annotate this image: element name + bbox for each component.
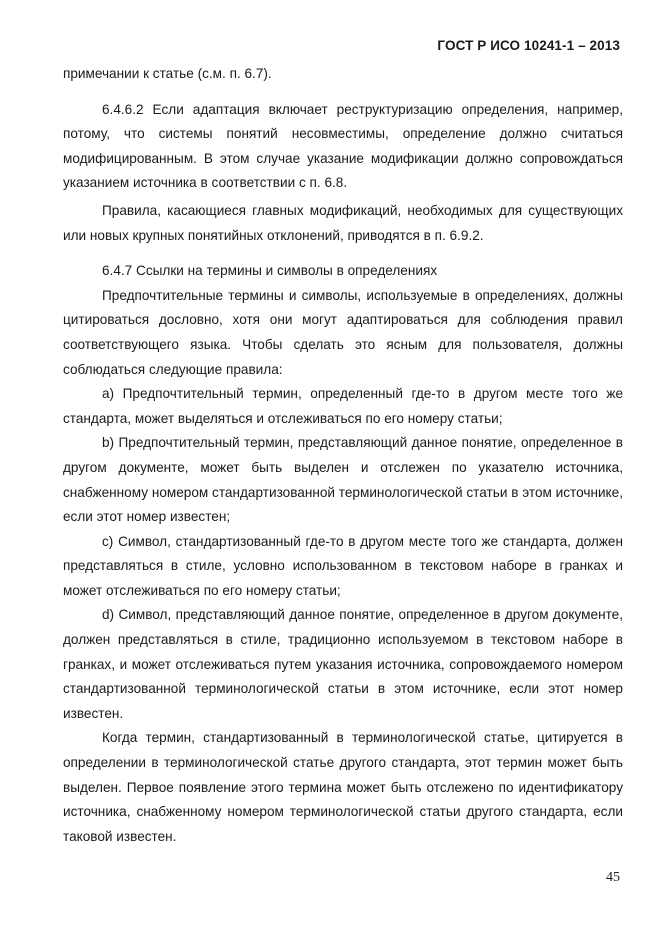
paragraph-cited-term: Когда термин, стандартизованный в терминологической статье, цитируется в определении в терминологической статье другого стандарта, этот термин может быть выделен. Первое появление этого термина может быть отслежено по идентификатору источника, снабженному номером терминологической статьи другого стандарта, если таковой известен. (63, 730, 623, 844)
main-text (63, 62, 623, 849)
list-item-d: d) Символ, представляющий данное понятие, определенное в другом документе, должен представляться в стиле, традиционно используемом в текстовом наборе в гранках, и может отслеживаться путем указания источника, сопровождаемого номером стандартизованной терминологической статьи в этом источнике, если этот номер известен. (63, 607, 623, 721)
list-item-b: b) Предпочтительный термин, представляющий данное понятие, определенное в другом документе, может быть выделен и отслежен по указателю источника, снабженному номером стандартизованной терминологической статьи в этом источнике, если этот номер известен; (63, 435, 623, 525)
paragraph-continuation: примечании к статье (с.м. п. 6.7). (63, 66, 272, 81)
page-number: 45 (606, 870, 620, 885)
paragraph-preferred-terms: Предпочтительные термины и символы, используемые в определениях, должны цитироваться дословно, хотя они могут адаптироваться для соблюдения правил соответствующего языка. Чтобы сделать это ясным для пользователя, должны соблюдаться следующие правила: (63, 287, 623, 377)
paragraph-6-4-6-2: 6.4.6.2 Если адаптация включает реструктуризацию определения, например, потому, что системы понятий несовместимы, определение должно считаться модифицированным. В этом случае указание модификации должно сопровождаться указанием источника в соответствии с п. 6.8. (63, 101, 623, 191)
list-item-a: a) Предпочтительный термин, определенный где-то в другом месте того же стандарта, может выделяться и отслеживаться по его номеру статьи; (63, 386, 623, 426)
list-item-c: c) Символ, стандартизованный где-то в другом месте того же стандарта, должен представляться в стиле, условно использованном в текстовом наборе в гранках и может отслеживаться по его номеру статьи; (63, 533, 623, 598)
paragraph-rules-modifications: Правила, касающиеся главных модификаций, необходимых для существующих или новых крупных понятийных отклонений, приводятся в п. 6.9.2. (63, 202, 623, 243)
section-heading-6-4-7: 6.4.7 Ссылки на термины и символы в определениях (102, 263, 438, 279)
document-header: ГОСТ Р ИСО 10241-1 – 2013 (437, 38, 620, 53)
